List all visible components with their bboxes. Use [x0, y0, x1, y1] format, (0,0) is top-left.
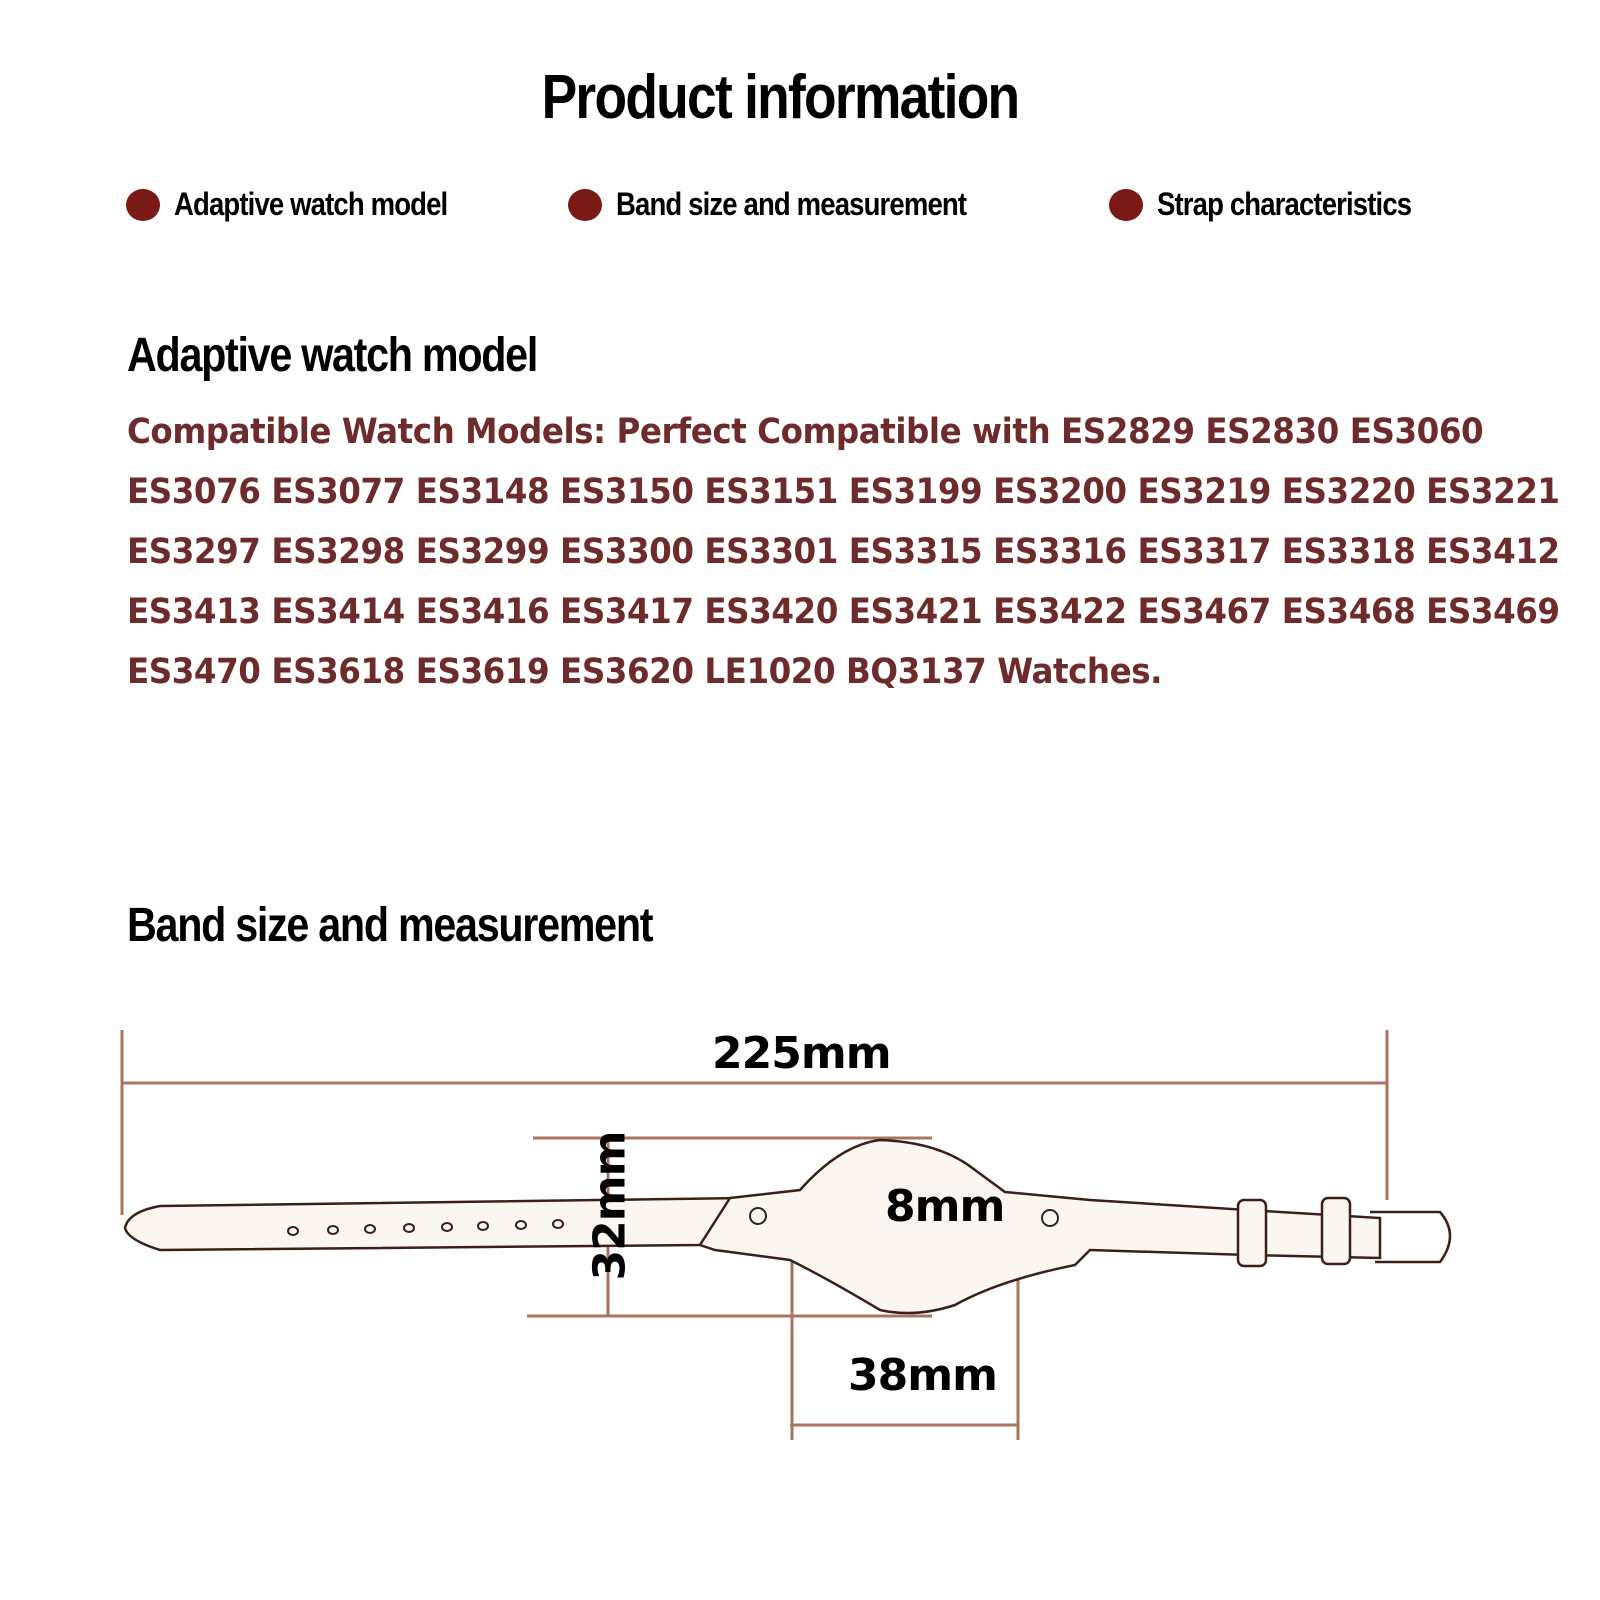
dimension-lug-width: 8mm [885, 1181, 1005, 1232]
page-title: Product information [541, 63, 1019, 132]
nav-label: Band size and measurement [616, 186, 967, 222]
text-line: ES3413 ES3414 ES3416 ES3417 ES3420 ES3421 ES3422 ES3467 ES3468 ES3469 [127, 592, 1560, 632]
dimension-pad-width: 38mm [848, 1350, 997, 1401]
section-heading-band: Band size and measurement [127, 899, 653, 952]
text-line: ES3076 ES3077 ES3148 ES3150 ES3151 ES3199 ES3200 ES3219 ES3220 ES3221 [127, 472, 1560, 512]
dimension-total-length: 225mm [712, 1028, 891, 1079]
dimension-pad-height: 32mm [584, 1131, 636, 1281]
nav-label: Strap characteristics [1157, 186, 1412, 222]
text-line: ES3470 ES3618 ES3619 ES3620 LE1020 BQ3137 Watches. [127, 652, 1163, 692]
section-heading-adaptive: Adaptive watch model [127, 329, 538, 382]
nav-label: Adaptive watch model [174, 186, 448, 222]
text-line: ES3297 ES3298 ES3299 ES3300 ES3301 ES3315 ES3316 ES3317 ES3318 ES3412 [127, 532, 1560, 572]
text-line: Compatible Watch Models: Perfect Compatible with ES2829 ES2830 ES3060 [127, 412, 1484, 452]
